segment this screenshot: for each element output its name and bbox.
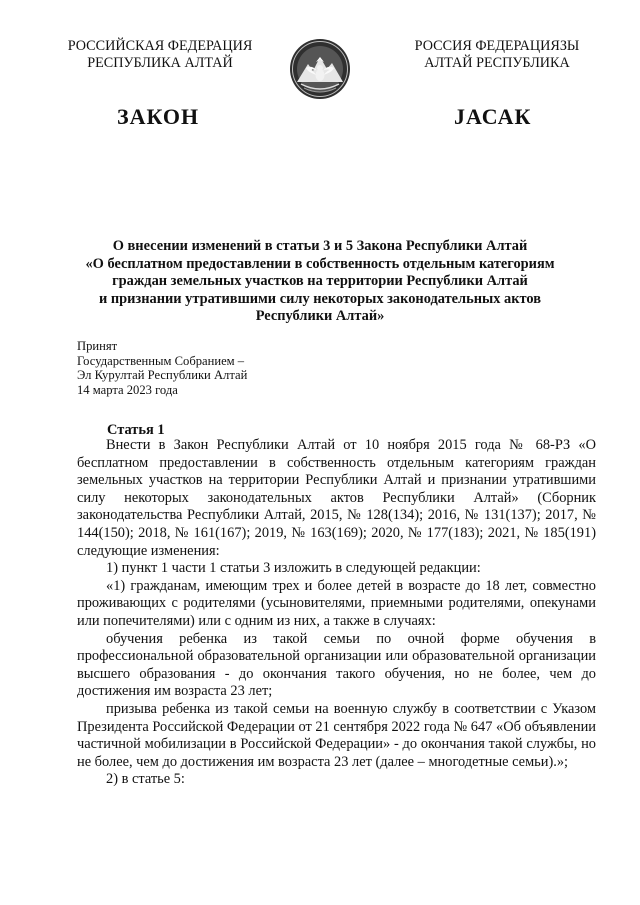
adoption-date: 14 марта 2023 года [77, 382, 178, 397]
header-right-line-2: АЛТАЙ РЕСПУБЛИКА [424, 55, 570, 71]
law-title-line: О внесении изменений в статьи 3 и 5 Закона Республики Алтай [112, 238, 528, 254]
header-right-line-1: РОССИЯ ФЕДЕРАЦИЯЗЫ [414, 38, 580, 54]
article-paragraph: 2) в статье 5: [106, 771, 185, 788]
adoption-line: Эл Курултай Республики Алтай [77, 368, 248, 383]
article-paragraph: 1) пункт 1 части 1 статьи 3 изложить в следующей редакции: [106, 560, 481, 577]
header-left-line-2: РЕСПУБЛИКА АЛТАЙ [87, 55, 233, 71]
title-law-russian: ЗАКОН [117, 104, 200, 129]
header-right-altai [382, 38, 612, 72]
article-body [77, 437, 596, 789]
header-left-russian [40, 38, 280, 72]
coat-of-arms-icon [289, 38, 351, 100]
law-title-line: и признании утратившими силу некоторых законодательных актов [98, 290, 542, 307]
article-paragraph: «1) гражданам, имеющим трех и более детей в возрасте до 18 лет, совместно проживающих с родителями (усыновителями, приемными родителями, опекунами или попечителями) или с одним из них, а также в случаях: [77, 577, 596, 629]
adoption-line: Принят [77, 339, 118, 353]
adoption-line: Государственным Собранием – [77, 353, 245, 368]
adoption-note [77, 339, 247, 397]
article-paragraph: обучения ребенка из такой семьи по очной форме обучения в профессиональной образовательной организации или образовательной организации высшего образования - до окончания такого обучения, но не более, чем до достижения им возраста 23 лет; [77, 630, 596, 700]
article-paragraph: Внести в Закон Республики Алтай от 10 ноября 2015 года № 68-РЗ «О бесплатном предоставлении в собственность отдельным категориям граждан земельных участков на территории Республики Алтай и признании утратившими силу некоторых законодательных актов Республики Алтай» (Сборник законодательства Республики Алтай, 2015, № 128(134); 2016, № 131(137); 2017, № 144(150); 2018, № 161(167); 2019, № 163(169); 2020, № 177(183); 2021, № 185(191) следующие изменения: [77, 437, 596, 559]
article-paragraph: призыва ребенка из такой семьи на военную службу в соответствии с Указом Президента Российской Федерации от 21 сентября 2022 года № 647 «Об объявлении частичной мобилизации в Российской Федерации» - до окончания такой службы, но не более, чем до достижения им возраста 23 лет (далее – многодетные семьи).»; [77, 700, 596, 770]
article-heading: Статья 1 [107, 422, 165, 438]
law-title-line: граждан земельных участков на территории Республики Алтай [112, 273, 528, 290]
law-title [60, 238, 580, 326]
header-left-line-1: РОССИЙСКАЯ ФЕДЕРАЦИЯ [67, 38, 253, 54]
law-title-line: Республики Алтай» [255, 308, 385, 325]
law-title-line: «О бесплатном предоставлении в собственность отдельным категориям [85, 255, 555, 272]
title-law-altai: JАСАК [454, 104, 532, 129]
